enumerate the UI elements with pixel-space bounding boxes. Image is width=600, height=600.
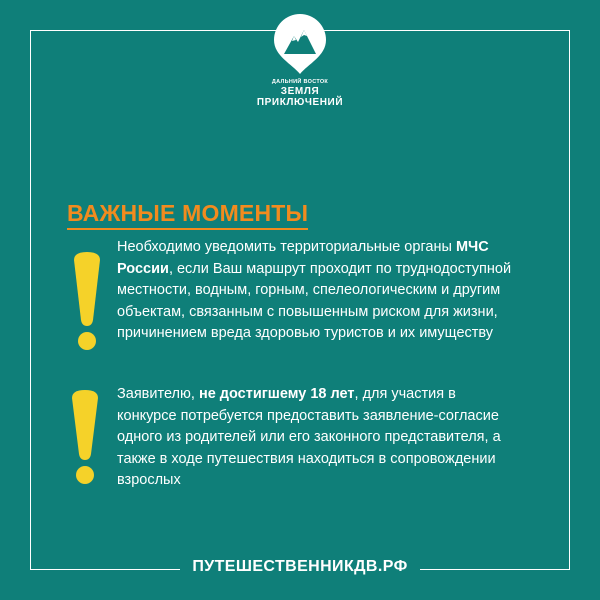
note-minors-after: , для участия в конкурсе потребуется предоставить заявление-согласие одного из родителей или его законного представителя, а также в ходе путешествия находиться в сопровождении взрослых xyxy=(117,386,501,488)
note-mchs-before: Необходимо уведомить территориальные органы xyxy=(117,239,456,255)
footer xyxy=(0,558,600,576)
mountain-logo-icon xyxy=(270,12,330,76)
logo-line-2: ПРИКЛЮЧЕНИЙ xyxy=(256,97,344,108)
note-minors xyxy=(117,384,517,492)
logo-line-1: ЗЕМЛЯ xyxy=(280,86,320,97)
section-heading: ВАЖНЫЕ МОМЕНТЫ xyxy=(67,198,308,230)
logo-top-text: ДАЛЬНИЙ ВОСТОК xyxy=(271,79,329,85)
logo xyxy=(250,12,350,108)
note-minors-bold: не достигшему 18 лет xyxy=(198,386,355,402)
website-link[interactable]: ПУТЕШЕСТВЕННИКДВ.РФ xyxy=(180,558,419,576)
note-mchs xyxy=(117,237,517,345)
exclamation-icon xyxy=(68,388,102,488)
note-mchs-bold: МЧС России xyxy=(117,239,489,277)
exclamation-icon xyxy=(70,250,104,354)
note-minors-before: Заявителю, xyxy=(117,386,199,402)
note-mchs-after: , если Ваш маршрут проходит по труднодоступной местности, водным, горным, спелеологическим и другим объектам, связанным с повышенным риском для жизни, причинением вреда здоровью туристов и их имуществу xyxy=(117,260,512,341)
